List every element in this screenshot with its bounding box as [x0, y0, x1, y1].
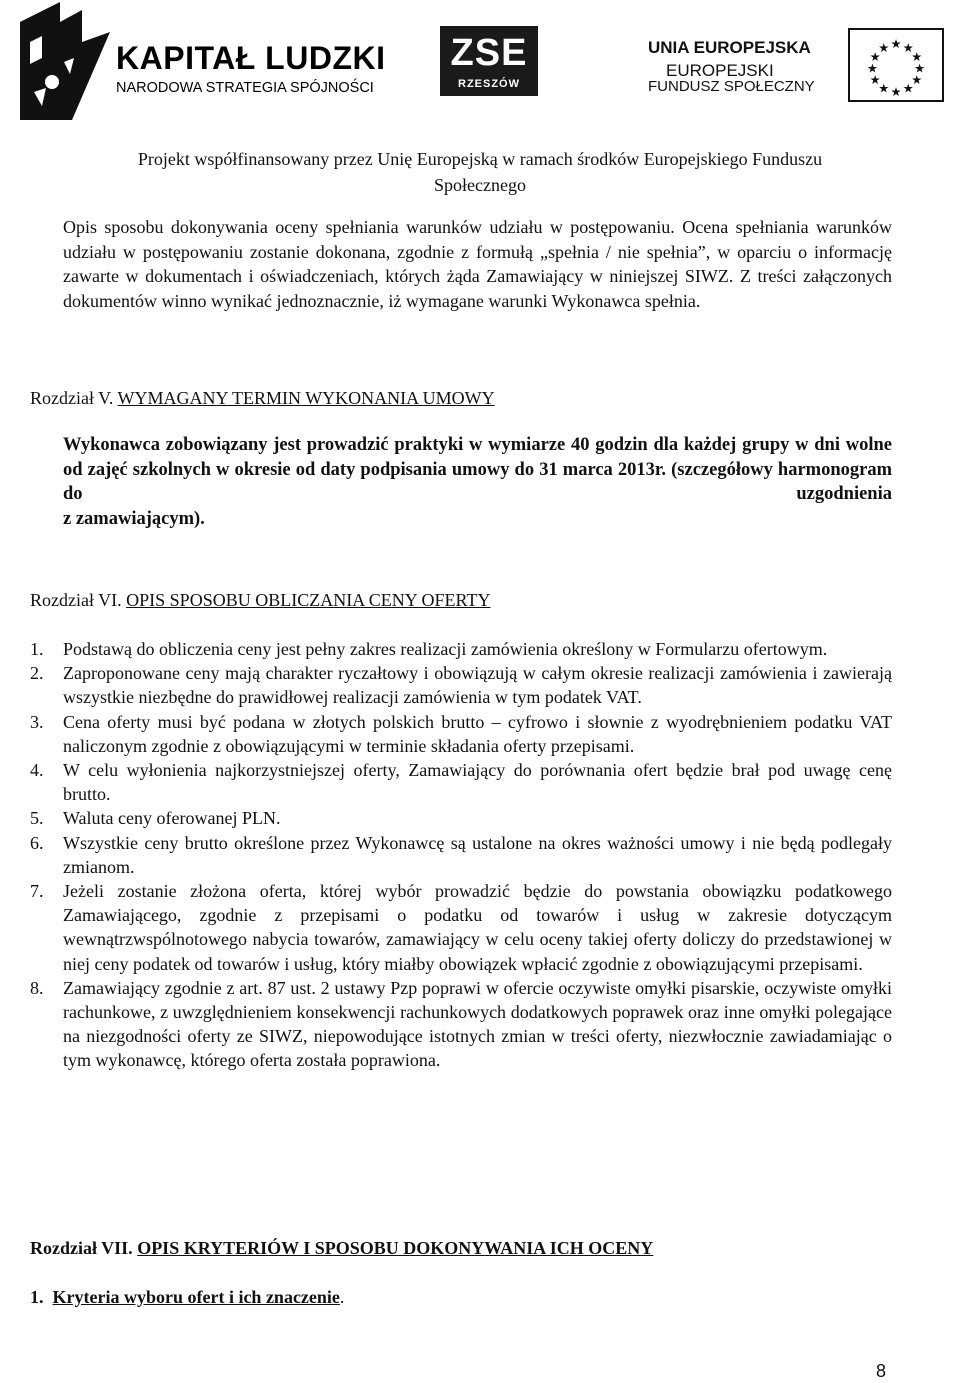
kapital-ludzki-mark-icon [12, 2, 110, 120]
svg-text:★: ★ [890, 36, 902, 51]
criteria-number: 1. [30, 1287, 44, 1307]
list-item-number: 2. [30, 663, 44, 684]
zse-logo-city: RZESZÓW [458, 78, 520, 90]
list-item-text: Jeżeli zostanie złożona oferta, której wybór prowadzić będzie do powstania obowiązku podatkowego Zamawiającego, zgodnie z przepisami o podatku od towarów i usług w zakresie dotyczącym wewnątrzwspólnotowego nabycia towarów, zamawiający w celu oceny takiej oferty doliczy do przedstawionej w niej ceny podatek od towarów i usług, który miałby obowiązek wpłacić zgodnie z obowiązującymi przepisami. [63, 881, 892, 974]
svg-text:★: ★ [902, 40, 914, 55]
chapter-5-text-last: z zamawiającym). [63, 508, 205, 529]
criteria-item [30, 1287, 344, 1308]
chapter-6-title: OPIS SPOSOBU OBLICZANIA CENY OFERTY [126, 590, 491, 610]
page-number: 8 [876, 1361, 887, 1381]
svg-text:★: ★ [869, 72, 881, 87]
kapital-ludzki-logo [12, 2, 386, 120]
criteria-text: Kryteria wyboru ofert i ich znaczenie [52, 1287, 340, 1307]
list-item-text: W celu wyłonienia najkorzystniejszej oferty, Zamawiający do porównania ofert będzie brał pod uwagę cenę brutto. [63, 760, 892, 805]
kapital-ludzki-subtitle: NARODOWA STRATEGIA SPÓJNOŚCI [116, 80, 374, 96]
list-item-number: 5. [30, 808, 44, 829]
list-item-text: Waluta ceny oferowanej PLN. [63, 808, 281, 829]
zse-logo-text: ZSE [450, 32, 528, 74]
chapter-6-heading [30, 590, 490, 611]
chapter-5-label: Rozdział V. [30, 388, 114, 408]
eu-logo-line3: FUNDUSZ SPOŁECZNY [648, 78, 815, 95]
list-item [30, 976, 892, 1073]
list-item-number: 7. [30, 881, 44, 902]
evaluation-description-paragraph: Opis sposobu dokonywania oceny spełniania warunków udziału w postępowaniu. Ocena spełniania warunków udziału w postępowaniu zostanie dokonana, zgodnie z formułą „spełnia / nie spełnia”, w oparciu o informację zawarte w dokumentach i oświadczeniach, których żąda Zamawiający w niniejszej SIWZ. Z treści załączonych dokumentów winno wynikać jednoznacznie, iż wymagane warunki Wykonawca spełnia. [63, 217, 892, 311]
svg-text:★: ★ [890, 85, 902, 100]
list-item [30, 831, 892, 879]
project-line-2: Społecznego [434, 175, 526, 195]
svg-text:★: ★ [878, 40, 890, 55]
eu-fund-logo [648, 28, 948, 108]
list-item [30, 637, 892, 661]
chapter-6-label: Rozdział VI. [30, 590, 122, 610]
list-item [30, 806, 892, 830]
chapter-5-text-main: Wykonawca zobowiązany jest prowadzić praktyki w wymiarze 40 godzin dla każdej grupy w dni wolne od zajęć szkolnych w okresie od daty podpisania umowy do 31 marca 2013r. (szczegółowy harmonogram do uzgodnienia [63, 435, 892, 504]
list-item-text: Zaproponowane ceny mają charakter ryczałtowy i obowiązują w całym okresie realizacji zamówienia i zawierają wszystkie niezbędne do prawidłowej realizacji zamówienia w tym podatek VAT. [63, 663, 892, 708]
price-rules-list [30, 637, 892, 1073]
svg-text:★: ★ [911, 50, 923, 65]
list-item-text: Wszystkie ceny brutto określone przez Wykonawcę są ustalone na okres ważności umowy i nie będą podlegały zmianom. [63, 832, 892, 877]
chapter-7-title: OPIS KRYTERIÓW I SPOSOBU DOKONYWANIA ICH OCENY [137, 1238, 654, 1258]
list-item-text: Zamawiający zgodnie z art. 87 ust. 2 ustawy Pzp poprawi w ofercie oczywiste omyłki pisarskie, oczywiste omyłki rachunkowe, z uwzględnieniem konsekwencji rachunkowych dodatkowych poprawek oraz inne omyłki polegające na niezgodności oferty ze SIWZ, niepowodujące istotnych zmian w treści oferty, niezwłocznie zawiadamiając o tym wykonawcę, którego oferta została poprawiona. [63, 977, 892, 1071]
list-item [30, 710, 892, 758]
svg-text:★: ★ [869, 50, 881, 65]
chapter-7-heading [30, 1238, 653, 1259]
list-item-text: Cena oferty musi być podana w złotych polskich brutto – cyfrowo i słownie z wyodrębnieniem podatku VAT naliczonym zgodnie z obowiązującymi w terminie składania oferty przepisami. [63, 711, 892, 756]
kapital-ludzki-title: KAPITAŁ LUDZKI [116, 40, 386, 76]
list-item-number: 8. [30, 977, 44, 998]
eu-logo-line2: EUROPEJSKI [666, 61, 774, 80]
svg-text:★: ★ [914, 61, 926, 76]
chapter-5-text [63, 433, 892, 531]
eu-logo-line1: UNIA EUROPEJSKA [648, 38, 811, 57]
svg-text:★: ★ [911, 72, 923, 87]
eu-stars-flag-icon [848, 28, 944, 102]
criteria-tail: . [339, 1287, 345, 1307]
project-line-1: Projekt współfinansowany przez Unię Europejską w ramach środków Europejskiego Funduszu [137, 149, 823, 169]
svg-text:★: ★ [866, 61, 878, 76]
svg-text:★: ★ [878, 81, 890, 96]
list-item-text: Podstawą do obliczenia ceny jest pełny zakres realizacji zamówienia określony w Formularzu ofertowym. [63, 639, 828, 659]
list-item-number: 1. [30, 639, 44, 659]
svg-text:★: ★ [902, 81, 914, 96]
list-item-number: 3. [30, 711, 44, 732]
chapter-7-label: Rozdział VII. [30, 1238, 133, 1258]
list-item [30, 758, 892, 806]
list-item [30, 879, 892, 976]
list-item-number: 6. [30, 832, 44, 853]
project-cofinancing-note [0, 146, 960, 198]
zse-rzeszow-logo [440, 26, 538, 96]
page-header [0, 0, 960, 130]
list-item [30, 661, 892, 709]
list-item-number: 4. [30, 760, 44, 781]
chapter-5-heading [30, 388, 495, 409]
chapter-5-title: WYMAGANY TERMIN WYKONANIA UMOWY [117, 388, 495, 408]
